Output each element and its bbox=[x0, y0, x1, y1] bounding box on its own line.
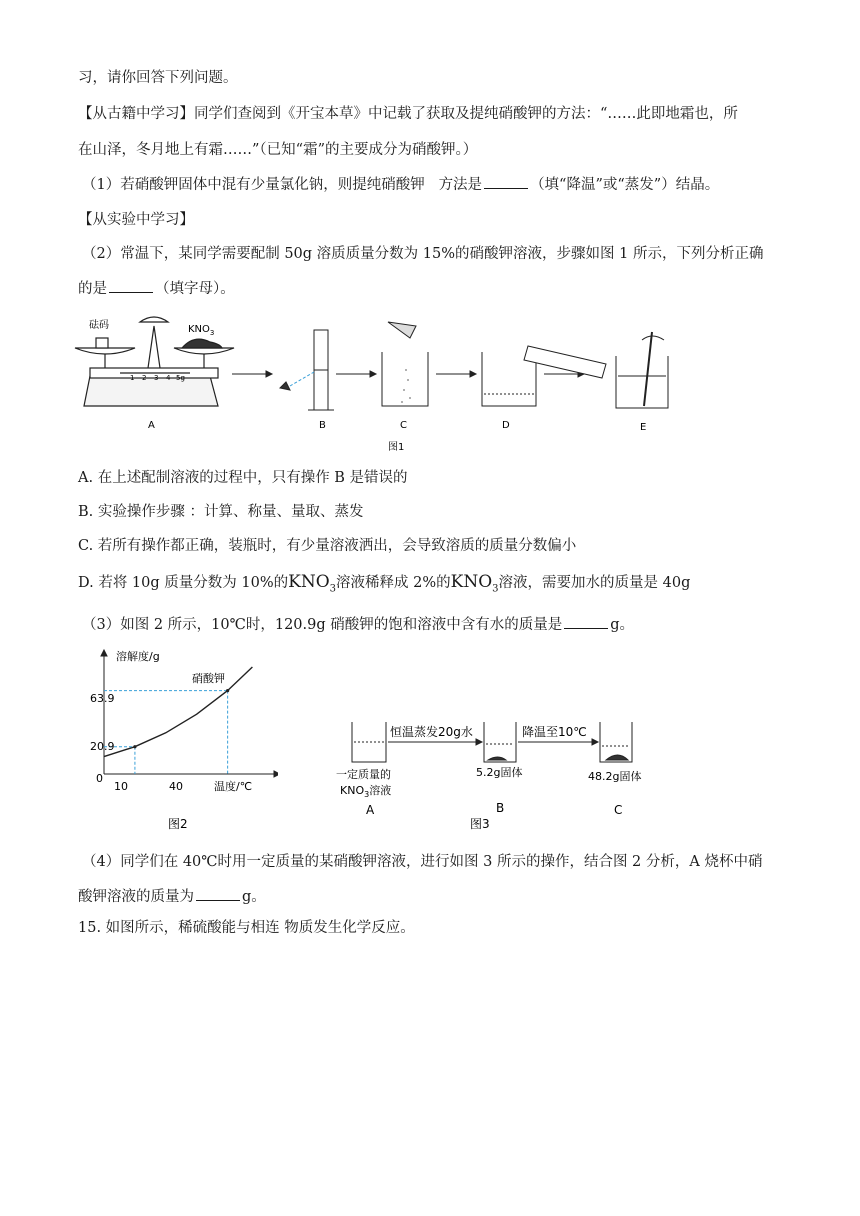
y-axis-arrow bbox=[101, 650, 107, 656]
figure-1 bbox=[70, 310, 690, 460]
q4-text-a: 酸钾溶液的质量为 bbox=[78, 889, 194, 905]
process-arrows bbox=[232, 371, 584, 377]
step-label-c-fig3: C bbox=[614, 803, 623, 817]
beaker-pour-icon bbox=[482, 346, 606, 406]
q3-text-a: （3）如图 2 所示，10℃时，120.9g 硝酸钾的饱和溶液中含有水的质量是 bbox=[82, 617, 563, 633]
kno3-label-fig1: $KNO_3$ bbox=[188, 324, 215, 337]
x-tick-10: 10 bbox=[114, 780, 128, 793]
text-line-1: 习，请你回答下列问题。 bbox=[78, 70, 238, 86]
x-axis-arrow bbox=[274, 771, 278, 777]
kno3-solubility-curve bbox=[104, 667, 252, 757]
q2-answer-blank[interactable] bbox=[109, 278, 153, 293]
step-label-b-fig3: B bbox=[496, 801, 505, 815]
question-2-cont bbox=[78, 278, 235, 299]
option-a: A. 在上述配制溶液的过程中，只有操作 B 是错误的 bbox=[78, 470, 408, 486]
q2-text-a: 的是 bbox=[78, 281, 107, 297]
beaker-paper-icon bbox=[382, 322, 428, 406]
beaker-a-label-1: 一定质量的 bbox=[336, 768, 391, 781]
option-d-text-1: D. 若将 10g 质量分数为 10%的 bbox=[78, 575, 289, 591]
step-label-a-fig3: A bbox=[366, 803, 375, 817]
step-label-e: E bbox=[640, 422, 647, 433]
graduated-cylinder-icon bbox=[280, 330, 334, 410]
section-ancient-books: 【从古籍中学习】同学们查阅到《开宝本草》中记载了获取及提纯硝酸钾的方法：“……此即地霜也，所 bbox=[78, 106, 738, 122]
option-d-text-3: 溶液，需要加水的质量是 40g bbox=[498, 575, 691, 591]
beaker-stir-icon bbox=[616, 332, 668, 408]
beaker-b-label: 5.2g固体 bbox=[476, 766, 523, 779]
step-label-c: C bbox=[400, 420, 407, 431]
q1-answer-blank[interactable] bbox=[484, 174, 528, 189]
chart-series-label: 硝酸钾 bbox=[192, 672, 225, 685]
chart-y-label: 溶解度/g bbox=[116, 650, 160, 663]
q1-text-c: （填“降温”或“蒸发”）结晶。 bbox=[530, 177, 720, 193]
svg-text:5g: 5g bbox=[176, 374, 185, 382]
data-point-0 bbox=[133, 745, 136, 748]
svg-text:4: 4 bbox=[166, 374, 171, 382]
q1-text-a: （1）若硝酸钾固体中混有少量氯化钠，则提纯硝酸钾 bbox=[82, 177, 425, 193]
svg-text:1: 1 bbox=[130, 374, 135, 382]
text-line-3: 在山泽，冬月地上有霜……”（已知“霜”的主要成分为硝酸钾。） bbox=[78, 142, 478, 158]
step-label-d: D bbox=[502, 420, 510, 431]
q2-text-b: （填字母）。 bbox=[155, 281, 235, 297]
figure-2-caption: 图2 bbox=[168, 817, 188, 831]
q1-text-b: 方法是 bbox=[438, 177, 483, 193]
q3-answer-blank[interactable] bbox=[564, 614, 608, 629]
question-4-cont bbox=[78, 886, 266, 907]
option-c: C. 若所有操作都正确，装瓶时，有少量溶液洒出，会导致溶质的质量分数偏小 bbox=[78, 538, 577, 554]
figure-3-caption: 图3 bbox=[470, 817, 490, 831]
beaker-a-icon bbox=[352, 722, 386, 762]
step-label-b: B bbox=[319, 420, 326, 431]
question-3 bbox=[82, 614, 634, 635]
weight-label: 砝码 bbox=[89, 320, 109, 331]
beaker-c-label: 48.2g固体 bbox=[588, 770, 642, 783]
q4-text-b: g。 bbox=[242, 889, 266, 905]
falling-solid bbox=[401, 369, 411, 403]
arrow-1-label: 恒温蒸发20g水 bbox=[390, 725, 473, 739]
beaker-c-icon bbox=[600, 722, 632, 762]
y-tick-20-9: 20.9 bbox=[90, 740, 115, 753]
question-15: 15. 如图所示，稀硫酸能与相连 物质发生化学反应。 bbox=[78, 920, 415, 936]
beaker-a-label-2: $KNO_3$溶液 bbox=[340, 784, 392, 799]
kno3-formula-2: $KNO_3$ bbox=[450, 572, 499, 595]
svg-text:3: 3 bbox=[154, 374, 159, 382]
question-4: （4）同学们在 40℃时用一定质量的某硝酸钾溶液，进行如图 3 所示的操作，结合图 2 分析，A 烧杯中硝 bbox=[82, 854, 763, 870]
figure-3 bbox=[330, 706, 660, 836]
arrow-2-label: 降温至10℃ bbox=[522, 725, 587, 739]
option-b: B. 实验操作步骤 ：计算、称量、量取、蒸发 bbox=[78, 504, 364, 520]
beaker-b-icon bbox=[484, 722, 516, 762]
section-experiment: 【从实验中学习】 bbox=[78, 212, 194, 228]
svg-text:2: 2 bbox=[142, 374, 147, 382]
q3-text-b: g。 bbox=[610, 617, 635, 633]
fig3-arrows bbox=[388, 739, 598, 745]
figure-1-caption: 图1 bbox=[388, 442, 405, 453]
y-tick-63-9: 63.9 bbox=[90, 692, 115, 705]
kno3-formula-1: $KNO_3$ bbox=[288, 572, 337, 595]
sight-line bbox=[290, 372, 314, 386]
step-label-a: A bbox=[148, 420, 155, 431]
option-d bbox=[78, 572, 690, 599]
chart-x-label: 温度/℃ bbox=[214, 780, 253, 793]
option-d-text-2: 溶液稀释成 2%的 bbox=[336, 575, 451, 591]
question-2: （2）常温下，某同学需要配制 50g 溶质质量分数为 15%的硝酸钾溶液，步骤如图 1 所示，下列分析正确 bbox=[82, 246, 764, 262]
figure-2-chart bbox=[88, 646, 278, 836]
y-tick-0: 0 bbox=[96, 772, 103, 785]
x-tick-40: 40 bbox=[169, 780, 183, 793]
question-1 bbox=[82, 174, 719, 195]
q4-answer-blank[interactable] bbox=[196, 886, 240, 901]
data-point-1 bbox=[226, 689, 229, 692]
